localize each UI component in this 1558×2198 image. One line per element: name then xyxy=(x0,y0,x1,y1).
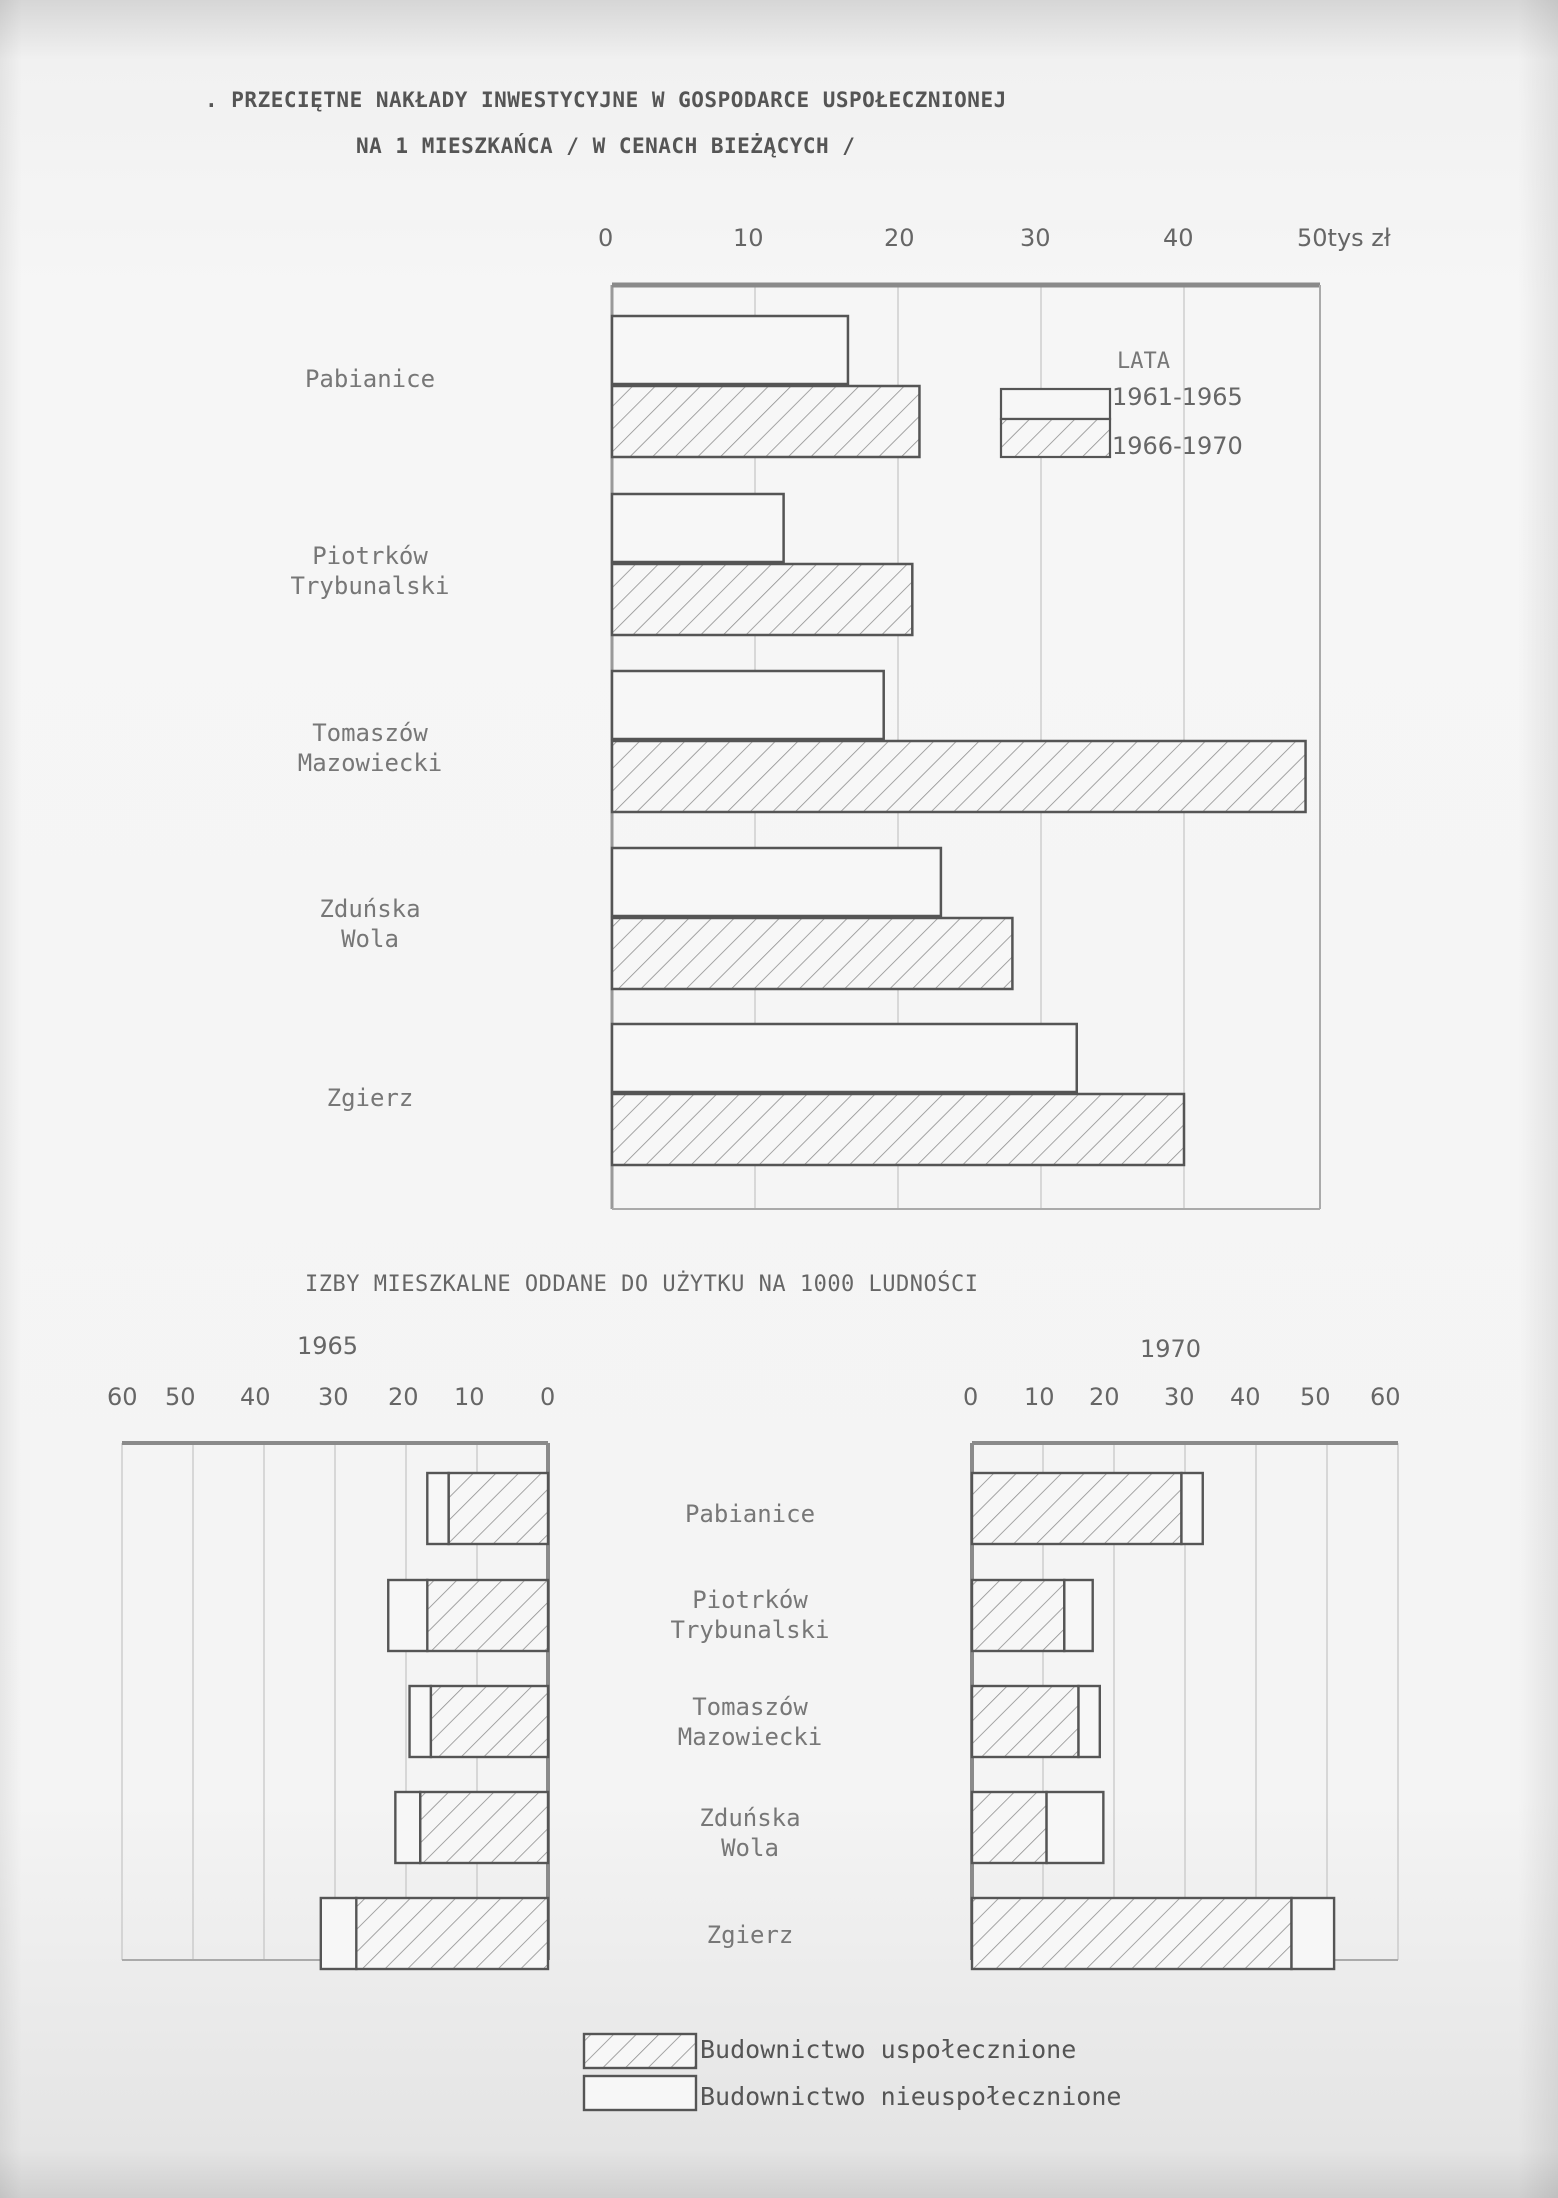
left-x-tick-label: 0 xyxy=(540,1383,556,1411)
bar-1970-uspolecznione xyxy=(972,1792,1047,1863)
category-label-line: Zgierz xyxy=(706,1921,794,1949)
category-label-line: Piotrków xyxy=(692,1586,808,1614)
bar-1970-uspolecznione xyxy=(972,1580,1064,1651)
bar-1961-1965 xyxy=(612,848,941,916)
top-chart-bars xyxy=(612,316,1306,1165)
legend-label-nieusp: Budownictwo nieuspołecznione xyxy=(700,2082,1122,2111)
bottom-chart-panel-1965 xyxy=(122,1443,548,1969)
legend-swatch-nieuspolecznione xyxy=(584,2076,696,2110)
bar-1970-nieuspolecznione xyxy=(1079,1686,1100,1757)
category-label-line: Zduńska xyxy=(699,1804,801,1832)
legend-item-label: 1966-1970 xyxy=(1112,432,1243,460)
bar-1970-uspolecznione xyxy=(972,1898,1292,1969)
right-x-tick-label: 20 xyxy=(1089,1383,1120,1411)
bar-1965-uspolecznione xyxy=(449,1473,548,1544)
right-x-tick-label: 30 xyxy=(1164,1383,1195,1411)
bar-1965-uspolecznione xyxy=(356,1898,548,1969)
legend-label-usp: Budownictwo uspołecznione xyxy=(700,2035,1077,2064)
right-x-tick-label: 0 xyxy=(963,1383,979,1411)
bar-1961-1965 xyxy=(612,1024,1077,1092)
panel-year-label-left: 1965 xyxy=(297,1332,359,1360)
category-label-line: Tomaszów xyxy=(692,1693,808,1721)
right-x-tick-label: 60 xyxy=(1370,1383,1401,1411)
top-x-tick-label: 40 xyxy=(1163,224,1194,252)
bar-1965-uspolecznione xyxy=(427,1580,548,1651)
bar-1965-nieuspolecznione xyxy=(395,1792,420,1863)
right-x-tick-label: 10 xyxy=(1024,1383,1055,1411)
bar-1961-1965 xyxy=(612,316,848,384)
top-x-tick-label: 10 xyxy=(733,224,764,252)
bar-1970-nieuspolecznione xyxy=(1292,1898,1335,1969)
top-x-tick-label: 20 xyxy=(884,224,915,252)
legend-swatch-1966-1970 xyxy=(1001,419,1110,457)
bar-1970-nieuspolecznione xyxy=(1181,1473,1202,1544)
category-label-line: Pabianice xyxy=(304,365,436,393)
right-x-tick-label: 50 xyxy=(1300,1383,1331,1411)
left-x-tick-label: 10 xyxy=(454,1383,485,1411)
left-x-tick-label: 40 xyxy=(240,1383,271,1411)
top-x-tick-label: 30 xyxy=(1020,224,1051,252)
bar-1965-nieuspolecznione xyxy=(321,1898,357,1969)
category-label-line: Piotrków xyxy=(312,542,428,570)
bar-1966-1970 xyxy=(612,918,1012,989)
bar-1970-nieuspolecznione xyxy=(1064,1580,1092,1651)
category-label-line: Wola xyxy=(721,1834,779,1862)
bar-1970-uspolecznione xyxy=(972,1473,1181,1544)
legend-title-lata: LATA xyxy=(1117,349,1170,374)
category-label-line: Mazowiecki xyxy=(297,749,443,777)
bar-1965-nieuspolecznione xyxy=(410,1686,431,1757)
top-chart-subtitle: NA 1 MIESZKAŃCA / W CENACH BIEŻĄCYCH / xyxy=(356,134,856,158)
bar-1965-nieuspolecznione xyxy=(388,1580,427,1651)
bottom-chart-panel-1970 xyxy=(972,1443,1398,1969)
bar-1970-nieuspolecznione xyxy=(1047,1792,1104,1863)
bar-1966-1970 xyxy=(612,1094,1184,1165)
category-label-line: Trybunalski xyxy=(670,1616,830,1644)
category-label-line: Pabianice xyxy=(684,1500,816,1528)
legend-swatch-uspolecznione xyxy=(584,2034,696,2068)
bar-1970-uspolecznione xyxy=(972,1686,1079,1757)
bar-1961-1965 xyxy=(612,671,884,739)
bar-1965-uspolecznione xyxy=(431,1686,548,1757)
panel-year-label-right: 1970 xyxy=(1140,1335,1202,1363)
left-x-tick-label: 60 xyxy=(107,1383,138,1411)
left-x-tick-label: 50 xyxy=(165,1383,196,1411)
top-x-tick-label: 0 xyxy=(598,224,614,252)
bar-1966-1970 xyxy=(612,741,1306,812)
category-label-line: Zduńska xyxy=(319,895,421,923)
bar-1966-1970 xyxy=(612,386,919,457)
top-x-tick-label: 50tys zł xyxy=(1297,224,1391,252)
top-chart-title: . PRZECIĘTNE NAKŁADY INWESTYCYJNE W GOSPODARCE USPOŁECZNIONEJ xyxy=(205,88,1007,112)
bar-1961-1965 xyxy=(612,494,784,562)
category-label-line: Mazowiecki xyxy=(677,1723,823,1751)
category-label-line: Wola xyxy=(341,925,399,953)
legend-item-label: 1961-1965 xyxy=(1112,383,1243,411)
category-label-line: Tomaszów xyxy=(312,719,428,747)
bar-1965-nieuspolecznione xyxy=(427,1473,448,1544)
bottom-chart-legend-swatches xyxy=(584,2034,696,2110)
category-label-line: Zgierz xyxy=(326,1084,414,1112)
bar-1966-1970 xyxy=(612,564,912,635)
legend-swatch-1961-1965 xyxy=(1001,389,1110,419)
top-chart-legend-swatches xyxy=(1001,389,1110,457)
category-label-line: Trybunalski xyxy=(290,572,450,600)
left-x-tick-label: 30 xyxy=(318,1383,349,1411)
bar-1965-uspolecznione xyxy=(420,1792,548,1863)
bottom-chart-title: IZBY MIESZKALNE ODDANE DO UŻYTKU NA 1000 LUDNOŚCI xyxy=(305,1272,979,1297)
right-x-tick-label: 40 xyxy=(1230,1383,1261,1411)
left-x-tick-label: 20 xyxy=(388,1383,419,1411)
